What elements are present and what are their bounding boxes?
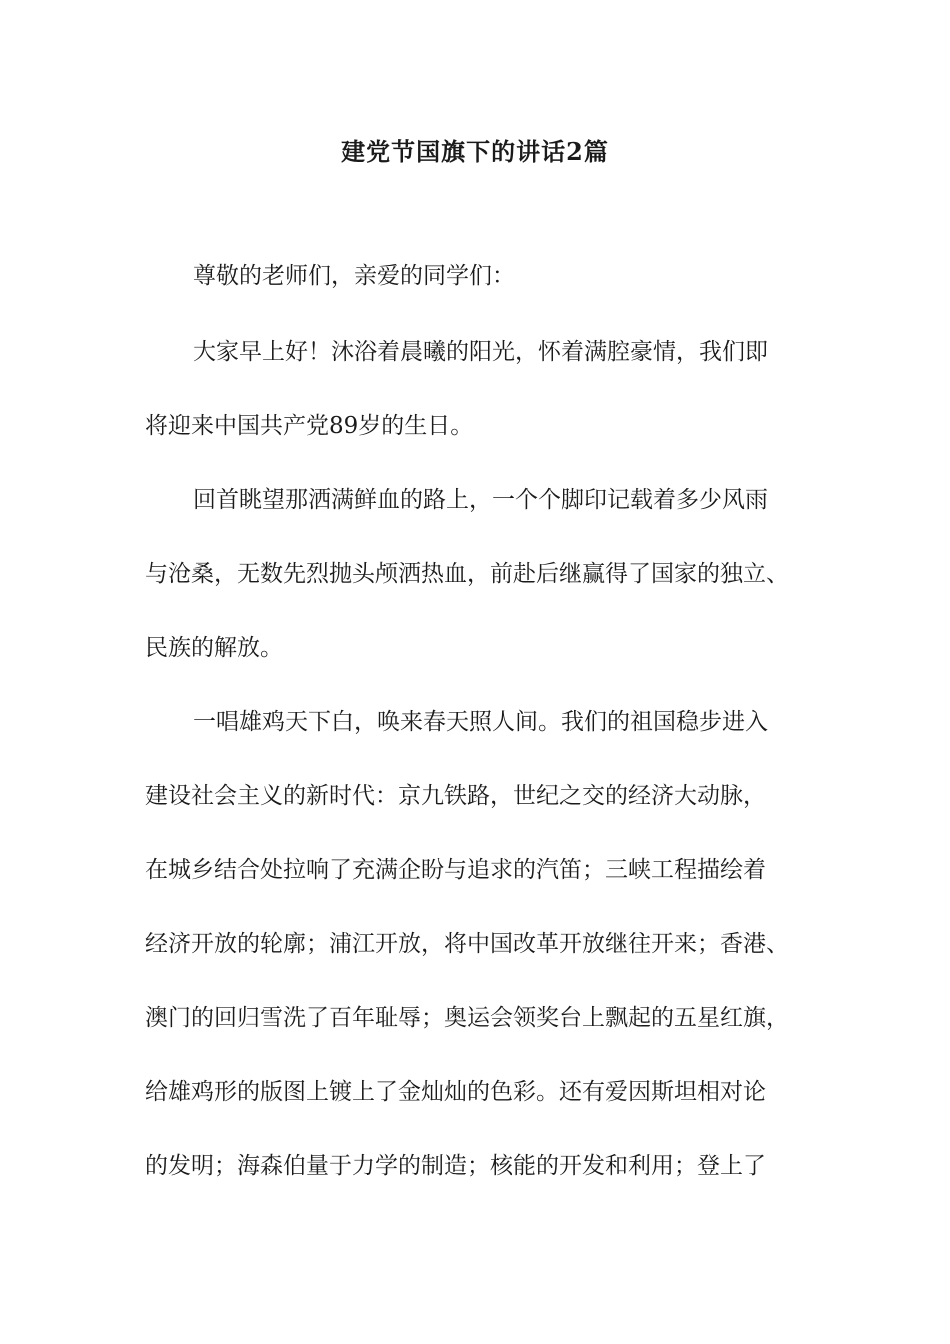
paragraph-line: 民族的解放。 xyxy=(145,635,283,661)
paragraph-line: 给雄鸡形的版图上镀上了金灿灿的色彩。还有爱因斯坦相对论 xyxy=(145,1079,766,1105)
paragraph-line: 与沧桑，无数先烈抛头颅洒热血，前赴后继赢得了国家的独立、 xyxy=(145,561,789,587)
paragraph-line: 一唱雄鸡天下白，唤来春天照人间。我们的祖国稳步进入 xyxy=(193,709,768,735)
paragraph-line: 回首眺望那洒满鲜血的路上，一个个脚印记载着多少风雨 xyxy=(193,487,768,513)
paragraph-line: 大家早上好！沐浴着晨曦的阳光，怀着满腔豪情，我们即 xyxy=(193,339,768,365)
paragraph-line: 建设社会主义的新时代：京九铁路，世纪之交的经济大动脉， xyxy=(145,783,766,809)
paragraph-line: 澳门的回归雪洗了百年耻辱；奥运会领奖台上飘起的五星红旗， xyxy=(145,1005,789,1031)
paragraph-line: 经济开放的轮廓；浦江开放，将中国改革开放继往开来；香港、 xyxy=(145,931,789,957)
paragraph-line: 在城乡结合处拉响了充满企盼与追求的汽笛；三峡工程描绘着 xyxy=(145,857,766,883)
document-title: 建党节国旗下的讲话2篇 xyxy=(341,137,609,166)
paragraph-line: 的发明；海森伯量于力学的制造；核能的开发和利用；登上了 xyxy=(145,1153,766,1179)
salutation-line: 尊敬的老师们，亲爱的同学们： xyxy=(193,263,515,289)
paragraph-line: 将迎来中国共产党89岁的生日。 xyxy=(145,413,474,439)
